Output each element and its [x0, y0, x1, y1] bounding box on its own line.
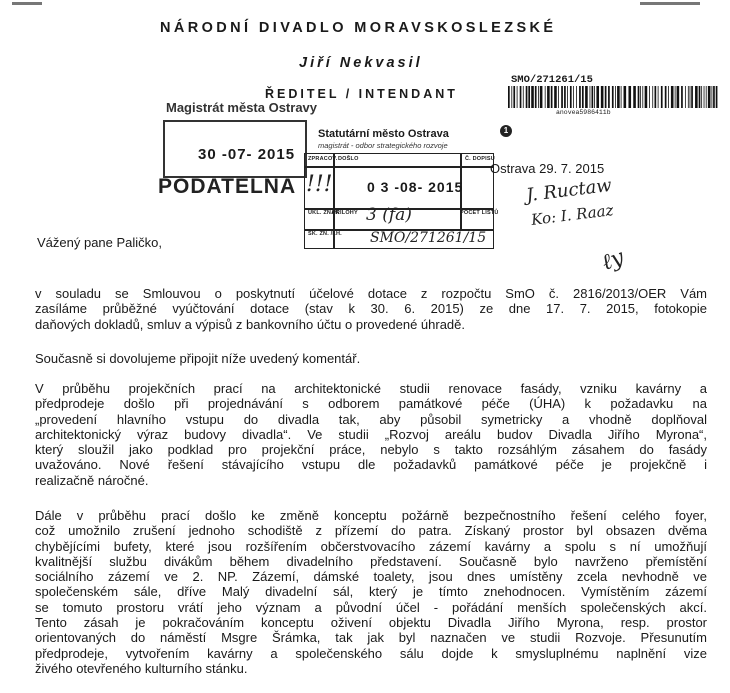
barcode-bar	[665, 86, 667, 108]
director-name: Jiří Nekvasil	[299, 55, 423, 71]
barcode-bar	[601, 86, 604, 108]
paragraph-line: chybějícími bufety, které jsou rozšířením občerstvovacího zázemí kavárny a spolu s ní umožňují	[35, 538, 707, 554]
sk-zn-handwritten-value: SMO/271261/15	[370, 230, 487, 246]
paragraph-line: v souladu se Smlouvou o poskytnutí účelové dotace z rozpočtu SmO č. 2816/2013/OER Vám	[35, 286, 707, 301]
paragraph-line: Tento zásah je pokračováním konceptu oživení objektu Divadla Jiřího Myrona, resp. prostor	[35, 615, 707, 631]
stamp-label-zpracov: ZPRACOV.	[308, 156, 338, 162]
barcode-bar	[573, 86, 574, 108]
paragraph-1	[35, 286, 707, 332]
podatelna-stamp-mark: !!!	[306, 172, 333, 197]
paragraph-line: V průběhu projekčních prací na architektonické studii renovace fasády, vzniku kavárny a	[35, 381, 707, 396]
barcode-bar	[671, 86, 674, 108]
paragraph-line: Dále v průběhu prací došlo ke změně konceptu požárně bezpečnostního řešení celého foyer,	[35, 508, 707, 523]
barcode-bar	[677, 86, 680, 108]
scan-mark-left	[12, 2, 42, 5]
paragraph-line: realizačně náročné.	[35, 472, 149, 488]
barcode-bar	[638, 86, 640, 108]
barcode-bar	[513, 86, 515, 108]
barcode-bar	[531, 86, 534, 108]
handwritten-note-2: Ko: I. Raaz	[530, 201, 615, 229]
barcode-bar	[615, 86, 616, 108]
barcode-bar	[594, 86, 595, 108]
stamp-label-prilohy: PŘÍLOHY	[332, 210, 358, 216]
barcode-bar	[612, 86, 614, 108]
barcode-bar	[713, 86, 715, 108]
registry-date: 0 3 -08- 2015	[367, 179, 464, 195]
reference-number: SMO/271261/15	[511, 74, 593, 86]
barcode-bar	[567, 86, 568, 108]
paragraph-line: architektonický výraz budovy divadla“. Ve studii „Rozvoj areálu budov Divadla Jiřího Myrona“,	[35, 426, 707, 442]
barcode-bar	[716, 86, 718, 108]
statutar-stamp-title: Statutární město Ostrava	[318, 128, 449, 140]
paragraph-line: zasíláme průběžné vyúčtování dotace (stav k 30. 6. 2015) ze dne 17. 7. 2015, fotokopie	[35, 301, 707, 317]
barcode-bar	[540, 86, 543, 108]
barcode-bar	[526, 86, 528, 108]
barcode-bar	[621, 86, 622, 108]
stamp-label-doslo: DOŠLO	[338, 156, 359, 162]
barcode-bar	[695, 86, 698, 108]
barcode-bar	[708, 86, 711, 108]
organization-name: NÁRODNÍ DIVADLO MORAVSKOSLEZSKÉ	[160, 20, 557, 36]
director-role: ŘEDITEL / INTENDANT	[265, 87, 458, 101]
paragraph-line: Současně si dovolujeme připojit níže uvedený komentář.	[35, 351, 361, 366]
barcode-bar	[712, 86, 713, 108]
paragraph-line: živého otevřeného kulturního stánku.	[35, 660, 248, 676]
handwritten-initials: ℓy	[598, 245, 628, 276]
stamp-label-ukl-znak: UKL. ZNAK	[308, 210, 340, 216]
paragraph-line: orientovaných do náměstí Msgre Šrámka, tak jak byl naznačen ve studii Rozvoje. Přesunutím	[35, 630, 707, 646]
magistrat-stamp-title: Magistrát města Ostravy	[166, 100, 318, 115]
paragraph-line: „provedení hlavního vstupu do divadla tak, aby působil symetricky a vhodně doplňoval	[35, 411, 707, 427]
barcode-bar	[592, 86, 594, 108]
barcode-bar	[517, 86, 518, 108]
barcode-bar	[554, 86, 557, 108]
barcode-bar	[640, 86, 641, 108]
barcode-bar	[528, 86, 530, 108]
barcode-bar	[561, 86, 563, 108]
barcode-bar	[538, 86, 539, 108]
paragraph-2	[35, 351, 707, 366]
barcode-bar	[642, 86, 643, 108]
received-date: 30 -07- 2015	[198, 146, 296, 163]
barcode-bar	[658, 86, 659, 108]
barcode-bar	[576, 86, 577, 108]
barcode-bar	[688, 86, 689, 108]
stamp-label-cdopisu: Č. DOPISU	[465, 156, 495, 162]
prilohy-handwritten-value: 3 (fa)	[366, 205, 412, 225]
stamp-label-pocet-listu: POČET LISTŮ	[460, 210, 499, 216]
barcode-bar	[704, 86, 705, 108]
barcode-bar	[668, 86, 669, 108]
barcode-bar	[520, 86, 522, 108]
scan-mark-right	[640, 2, 700, 5]
barcode-bar	[691, 86, 693, 108]
barcode-bar	[585, 86, 588, 108]
barcode-bar	[579, 86, 581, 108]
greeting: Vážený pane Paličko,	[37, 235, 163, 250]
barcode-bar	[523, 86, 524, 108]
barcode-bar	[690, 86, 691, 108]
barcode-number: anovea5986411b	[556, 109, 611, 116]
city-date: Ostrava 29. 7. 2015	[490, 161, 605, 176]
barcode-bar	[558, 86, 559, 108]
paragraph-3	[35, 381, 707, 488]
barcode-bar	[685, 86, 686, 108]
barcode-bar	[699, 86, 701, 108]
barcode-bar	[655, 86, 657, 108]
barcode-bar	[608, 86, 610, 108]
barcode-bar	[570, 86, 572, 108]
paragraph-line: daňových dokladů, smluv a výpisů z bankovního účtu o provedené úhradě.	[35, 316, 465, 332]
paragraph-line: což umožnilo zrušení jednoho schodiště z přízemí do patra. Získaný prostor byl obsazen dvěma	[35, 523, 707, 539]
barcode-bar	[701, 86, 702, 108]
handwritten-note-1: J. Ructaw	[525, 174, 613, 207]
barcode-bar	[681, 86, 683, 108]
barcode-bar	[551, 86, 553, 108]
barcode-bar	[675, 86, 676, 108]
barcode-bar	[649, 86, 650, 108]
barcode-bar	[605, 86, 607, 108]
barcode-bar	[564, 86, 566, 108]
barcode-bar	[582, 86, 584, 108]
barcode-bar	[590, 86, 591, 108]
barcode-bar	[706, 86, 707, 108]
barcode-bar	[596, 86, 599, 108]
barcode-bar	[628, 86, 631, 108]
paragraph-line: sociálního zázemí ve 2. NP. Zázemí, dámské toalety, jsou dnes umístěny zcela nevhodně ve	[35, 569, 707, 585]
paragraph-line: společenském sále, dříve Malý divadelní sál, který je tímto znehodnocen. Vymístěním zázemí	[35, 584, 707, 600]
stamp-label-sk-zn: SK. ZN. /LH.	[308, 231, 342, 237]
paragraph-line: předprodeje, vytvořením kavárny a společenského sálu dojde k smysluplnému naplnění vize	[35, 645, 707, 661]
paragraph-line: předprodeje došlo při projednávání s odborem památkové péče (ÚHA) k požadavku na	[35, 396, 707, 412]
circle-number-badge: 1	[500, 125, 512, 137]
barcode-bar	[652, 86, 653, 108]
barcode-bar	[545, 86, 546, 108]
paragraph-line: který sloužil jako podklad pro projekční práce, nebylo s takto rozsáhlým zásahem do fasády	[35, 442, 707, 458]
paragraph-line: se tomuto prostoru vrátí jeho význam a původní účel - pořádání menších společenských akcí.	[35, 599, 707, 615]
barcode-bar	[547, 86, 550, 108]
barcode-bar	[535, 86, 537, 108]
podatelna-stamp: PODATELNA	[158, 175, 297, 198]
barcode-bar	[661, 86, 663, 108]
paragraph-line: uvažováno. Nové řešení stávajícího vstupu dle požadavků památkové péče je projekčně i	[35, 457, 707, 473]
barcode-bar	[617, 86, 620, 108]
barcode	[508, 86, 718, 108]
barcode-bar	[511, 86, 512, 108]
barcode-bar	[624, 86, 627, 108]
statutar-stamp-subtitle: magistrát - odbor strategického rozvoje	[318, 141, 448, 150]
paragraph-line: kvalitnější službu divákům během divadelního představení. Současně bylo navrženo přemístění	[35, 553, 707, 569]
barcode-bar	[508, 86, 510, 108]
paragraph-4	[35, 508, 707, 676]
barcode-bar	[633, 86, 636, 108]
barcode-bar	[645, 86, 648, 108]
